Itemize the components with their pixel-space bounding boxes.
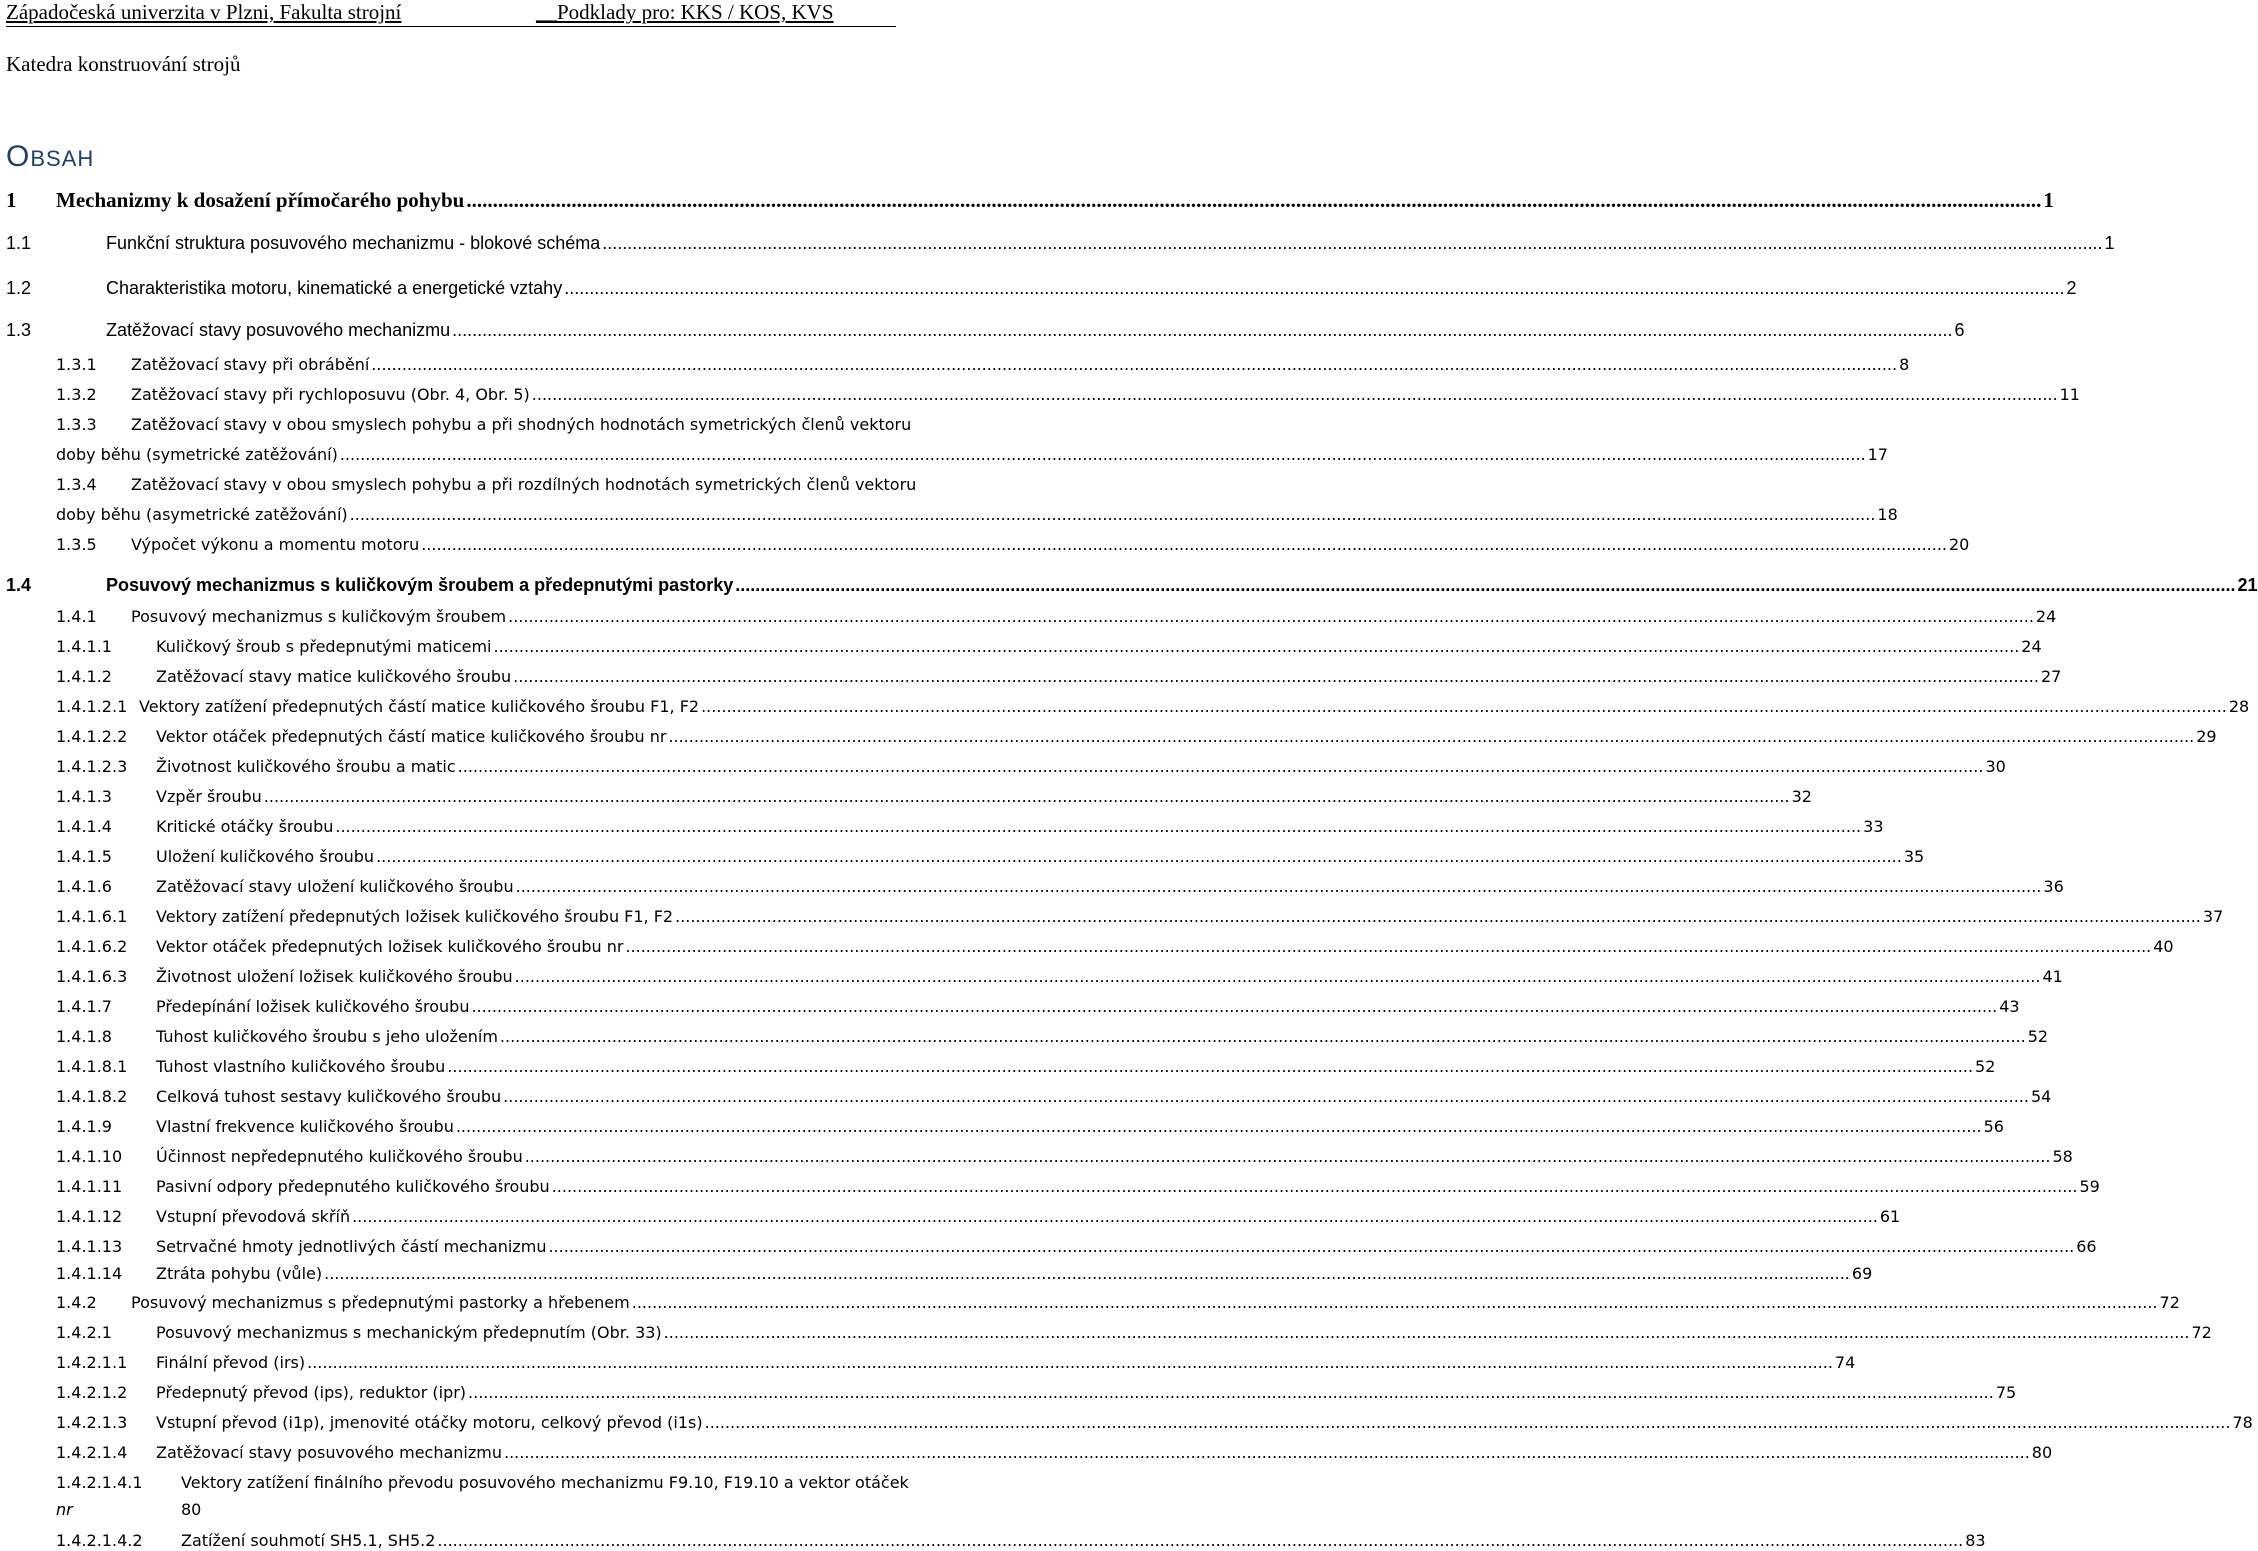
toc-entry-number: 1.4.1.10 [56,1147,123,1166]
toc-entry-number: 1.4.2.1.1 [56,1353,128,1372]
toc-leader-dots: ............................................................................................................................................................................................................................................................................................................ [704,1413,2231,1432]
toc-entry-title: Ztráta pohybu (vůle) [156,1264,323,1283]
toc-entry-page: 30 [1985,757,2006,776]
toc-entry-title: Předepnutý převod (ips), reduktor (ipr) [156,1383,467,1402]
toc-leader-dots: ............................................................................................................................................................................................................................................................................................................ [515,877,2042,896]
header-university: Západočeská univerzita v Plzni, Fakulta strojní [6,0,402,24]
toc-leader-dots: ............................................................................................................................................................................................................................................................................................................ [504,1443,2030,1462]
toc-entry-number: 1.4.2 [56,1293,97,1312]
toc-entry-page: 37 [2202,907,2224,926]
toc-leader-dots: ............................................................................................................................................................................................................................................................................................................ [339,445,1866,464]
toc-entry-number: 1.3 [6,320,32,340]
toc-entry-number: 1.4.1.13 [56,1237,123,1256]
toc-leader-dots: ............................................................................................................................................................................................................................................................................................................ [468,1383,1994,1402]
toc-title-initial: O [6,140,31,173]
toc-entry-number: 1.4.1.6.2 [56,937,128,956]
toc-entry-title: Pasivní odpory předepnutého kuličkového šroubu [156,1177,550,1196]
toc-entry-title: Zatěžovací stavy uložení kuličkového šroubu [156,877,514,896]
toc-entry-page: 35 [1903,847,1925,866]
toc-entry-title: Kuličkový šroub s předepnutými maticemi [156,637,492,656]
toc-leader-dots: ............................................................................................................................................................................................................................................................................................................ [455,1117,1982,1136]
toc-entry-number: 1.4.1.1 [56,637,112,656]
toc-entry-title: Výpočet výkonu a momentu motoru [131,535,420,554]
toc-leader-dots: ............................................................................................................................................................................................................................................................................................................ [663,1323,2190,1342]
toc-entry-page: 29 [2196,727,2217,746]
toc-title-rest: BSAH [30,146,95,171]
toc-leader-dots: ............................................................................................................................................................................................................................................................................................................ [437,1531,1964,1550]
toc-entry-page: 28 [2228,697,2250,716]
toc-entry-number: 1.4.1.3 [56,787,112,806]
toc-entry-page: 41 [2042,967,2063,986]
toc-entry-title: Tuhost kuličkového šroubu s jeho uložením [156,1027,498,1046]
toc-leader-dots: ............................................................................................................................................................................................................................................................................................................ [675,907,2201,926]
toc-entry-number: 1.4.1.6 [56,877,112,896]
toc-entry-page: 72 [2159,1293,2180,1312]
toc-entry-title: Životnost uložení ložisek kuličkového šroubu [156,967,513,986]
toc-entry-page: 61 [1879,1207,1901,1226]
toc-entry-number: 1.4.1.6.3 [56,967,128,986]
toc-entry-page: 78 [2232,1413,2253,1432]
toc-entry-title: Uložení kuličkového šroubu [156,847,375,866]
toc-entry-page: 59 [2079,1177,2100,1196]
toc-entry-title: Vzpěr šroubu [156,787,262,806]
toc-leader-dots: ............................................................................................................................................................................................................................................................................................................ [531,385,2058,404]
toc-entry-number: 1.4.1.2.2 [56,727,128,746]
toc-title [6,140,94,174]
toc-entry-number: 1.4 [6,575,32,595]
toc-entry-title: Celková tuhost sestavy kuličkového šroubu [156,1087,502,1106]
toc-entry-page: 74 [1834,1353,1856,1372]
toc-leader-dots: ............................................................................................................................................................................................................................................................................................................ [324,1264,1850,1283]
toc-leader-dots: ............................................................................................................................................................................................................................................................................................................ [631,1293,2158,1312]
toc-entry-title: Vstupní převodová skříň [156,1207,351,1226]
toc-entry-page: 83 [1965,1531,1986,1550]
toc-entry-title: Vlastní frekvence kuličkového šroubu [156,1117,454,1136]
toc-entry-page: 21 [2237,575,2258,595]
toc-entry-page: 40 [2153,937,2174,956]
toc-entry-page: 72 [2191,1323,2212,1342]
toc-entry-number: 1.4.1.8.2 [56,1087,128,1106]
toc-leader-dots: ............................................................................................................................................................................................................................................................................................................ [371,355,1898,374]
toc-entry-title: Zatěžovací stavy při obrábění [131,355,370,374]
toc-entry-number: 1.3.5 [56,535,97,554]
toc-leader-dots: ............................................................................................................................................................................................................................................................................................................ [701,697,2227,716]
toc-leader-dots: ............................................................................................................................................................................................................................................................................................................ [452,320,1953,340]
toc-entry-page: 36 [2043,877,2064,896]
toc-leader-dots: ............................................................................................................................................................................................................................................................................................................ [513,667,2039,686]
toc-leader-dots: ............................................................................................................................................................................................................................................................................................................ [447,1057,1974,1076]
toc-leader-dots: ............................................................................................................................................................................................................................................................................................................ [602,233,2103,253]
toc-entry-page: 58 [2052,1147,2073,1166]
toc-entry-page: 2 [2066,278,2077,298]
toc-entry-number: 1.4.1 [56,607,97,626]
toc-entry-title: Vstupní převod (i1p), jmenovité otáčky motoru, celkový převod (i1s) [156,1413,703,1432]
toc-entry-number: 1.3.2 [56,385,97,404]
toc-entry-page: 56 [1983,1117,2004,1136]
toc-entry-number: 1.4.2.1.3 [56,1413,128,1432]
toc-entry-title: Zatěžovací stavy při rychloposuvu (Obr. 4, Obr. 5) [131,385,530,404]
toc-entry-number: 1.4.1.7 [56,997,112,1016]
toc-entry-title: Účinnost nepředepnutého kuličkového šroubu [156,1147,523,1166]
toc-leader-dots: ............................................................................................................................................................................................................................................................................................................ [548,1237,2075,1256]
toc-entry-page: 24 [2021,637,2042,656]
toc-entry-page: 52 [2027,1027,2049,1046]
toc-entry-page: 43 [1999,997,2020,1016]
toc-entry-title: Zatěžovací stavy v obou smyslech pohybu a při rozdílných hodnotách symetrických členů vektoru [131,475,917,494]
toc-entry-number: 1.4.2.1 [56,1323,112,1342]
toc-entry-title: Posuvový mechanizmus s kuličkovým šroubem [131,607,507,626]
toc-leader-dots: ............................................................................................................................................................................................................................................................................................................ [514,967,2041,986]
toc-entry-page: 32 [1791,787,1812,806]
toc-leader-dots: ............................................................................................................................................................................................................................................................................................................ [349,505,1876,524]
toc-leader-dots: ............................................................................................................................................................................................................................................................................................................ [499,1027,2026,1046]
toc-entry-title: Posuvový mechanizmus s mechanickým předepnutím (Obr. 33) [156,1323,662,1342]
toc-entry-number: 1.4.1.2 [56,667,112,686]
toc-entry-number: 1.4.1.8.1 [56,1057,128,1076]
toc-entry-page: 80 [181,1500,202,1519]
toc-leader-dots: ............................................................................................................................................................................................................................................................................................................ [564,278,2065,298]
toc-entry-title: Zatěžovací stavy v obou smyslech pohybu a při shodných hodnotách symetrických členů vektoru [131,415,912,434]
header-department: Katedra konstruování strojů [6,52,241,76]
toc-entry-title: Zatěžovací stavy posuvového mechanizmu [106,320,451,340]
toc-entry-number: 1.4.1.4 [56,817,112,836]
toc-entry-page: 33 [1863,817,1884,836]
toc-leader-dots: ............................................................................................................................................................................................................................................................................................................ [508,607,2034,626]
toc-entry-page: 75 [1995,1383,2017,1402]
toc-entry-title: Posuvový mechanizmus s kuličkovým šroubem a předepnutými pastorky [106,575,734,595]
toc-entry-continuation: nr [56,1500,73,1519]
toc-leader-dots: ............................................................................................................................................................................................................................................................................................................ [625,937,2152,956]
toc-entry-number: 1 [6,188,17,212]
toc-leader-dots: ............................................................................................................................................................................................................................................................................................................ [421,535,1947,554]
toc-entry-page: 52 [1975,1057,1996,1076]
toc-entry-title: Funkční struktura posuvového mechanizmu - blokové schéma [106,233,601,253]
toc-entry-number: 1.2 [6,278,32,298]
toc-entry-number: 1.4.1.12 [56,1207,123,1226]
toc-entry-title: Vektory zatížení předepnutých částí matice kuličkového šroubu F1, F2 [139,697,700,716]
toc-entry-title: Vektor otáček předepnutých částí matice kuličkového šroubu nr [156,727,667,746]
toc-entry-title: Vektor otáček předepnutých ložisek kuličkového šroubu nr [156,937,624,956]
toc-entry-page: 69 [1851,1264,1873,1283]
toc-entry-title: Setrvačné hmoty jednotlivých částí mechanizmu [156,1237,547,1256]
toc-leader-dots: ............................................................................................................................................................................................................................................................................................................ [471,997,1998,1016]
toc-entry-title: Životnost kuličkového šroubu a matic [156,757,456,776]
header-rule [6,0,896,27]
toc-entry-continuation: doby běhu (asymetrické zatěžování) [56,505,348,524]
toc-entry-continuation: doby běhu (symetrické zatěžování) [56,445,338,464]
toc-leader-dots: ............................................................................................................................................................................................................................................................................................................ [376,847,1902,866]
toc-entry-page: 1 [2104,233,2115,253]
toc-entry-page: 66 [2076,1237,2097,1256]
toc-entry-title: Vektory zatížení předepnutých ložisek kuličkového šroubu F1, F2 [156,907,674,926]
toc-entry-page: 6 [1954,320,1965,340]
toc-leader-dots: ............................................................................................................................................................................................................................................................................................................ [352,1207,1878,1226]
toc-entry-page: 24 [2035,607,2057,626]
toc-entry-title: Posuvový mechanizmus s předepnutými pastorky a hřebenem [131,1293,630,1312]
toc-entry-number: 1.4.2.1.4 [56,1443,128,1462]
toc-entry-number: 1.4.1.14 [56,1264,123,1283]
toc-entry-number: 1.3.3 [56,415,97,434]
toc-entry-title: Vektory zatížení finálního převodu posuvového mechanizmu F9.10, F19.10 a vektor otáček [181,1473,909,1492]
toc-entry-number: 1.4.2.1.4.2 [56,1531,143,1550]
toc-leader-dots: ............................................................................................................................................................................................................................................................................................................ [524,1147,2051,1166]
toc-entry-title: Mechanizmy k dosažení přímočarého pohybu [56,188,465,212]
toc-entry-title: Tuhost vlastního kuličkového šroubu [156,1057,446,1076]
toc-leader-dots: ............................................................................................................................................................................................................................................................................................................ [493,637,2020,656]
toc-entry-number: 1.3.1 [56,355,97,374]
toc-entry-number: 1.4.1.11 [56,1177,123,1196]
toc-entry-page: 20 [1949,535,1970,554]
toc-leader-dots: ............................................................................................................................................................................................................................................................................................................ [668,727,2195,746]
toc-entry-page: 1 [2043,188,2054,212]
toc-entry-page: 27 [2040,667,2062,686]
toc-entry-title: Charakteristika motoru, kinematické a energetické vztahy [106,278,563,298]
toc-leader-dots: ............................................................................................................................................................................................................................................................................................................ [307,1353,1833,1372]
toc-entry-title: Zatěžovací stavy posuvového mechanizmu [156,1443,502,1462]
toc-entry-number: 1.1 [6,233,32,253]
toc-leader-dots: ............................................................................................................................................................................................................................................................................................................ [263,787,1790,806]
toc-entry-title: Finální převod (irs) [156,1353,306,1372]
toc-entry-number: 1.4.2.1.4.1 [56,1473,143,1492]
toc-entry-number: 1.4.1.8 [56,1027,112,1046]
toc-entry-number: 1.4.1.5 [56,847,112,866]
toc-entry-page: 17 [1867,445,1888,464]
toc-entry-page: 11 [2059,385,2080,404]
toc-leader-dots: ............................................................................................................................................................................................................................................................................................................ [551,1177,2078,1196]
toc-leader-dots: ............................................................................................................................................................................................................................................................................................................ [457,757,1984,776]
toc-entry-number: 1.4.1.2.1 [56,697,128,716]
header-course: __Podklady pro: KKS / KOS, KVS [536,0,834,24]
toc-entry-number: 1.4.1.2.3 [56,757,128,776]
toc-leader-dots: ............................................................................................................................................................................................................................................................................................................ [335,817,1862,836]
toc-entry-number: 1.4.1.9 [56,1117,112,1136]
toc-leader-dots: ............................................................................................................................................................................................................................................................................................................ [466,188,2042,212]
toc-entry-page: 80 [2031,1443,2053,1462]
toc-entry-number: 1.4.2.1.2 [56,1383,128,1402]
toc-entry-title: Zatěžovací stavy matice kuličkového šroubu [156,667,512,686]
toc-leader-dots: ............................................................................................................................................................................................................................................................................................................ [735,575,2236,595]
toc-entry-title: Kritické otáčky šroubu [156,817,334,836]
toc-entry-number: 1.4.1.6.1 [56,907,128,926]
toc-entry-page: 8 [1899,355,1910,374]
toc-entry-page: 54 [2030,1087,2052,1106]
toc-entry-number: 1.3.4 [56,475,97,494]
toc-entry-page: 18 [1877,505,1898,524]
toc-leader-dots: ............................................................................................................................................................................................................................................................................................................ [503,1087,2029,1106]
toc-entry-title: Předepínání ložisek kuličkového šroubu [156,997,470,1016]
toc-entry-title: Zatížení souhmotí SH5.1, SH5.2 [181,1531,436,1550]
